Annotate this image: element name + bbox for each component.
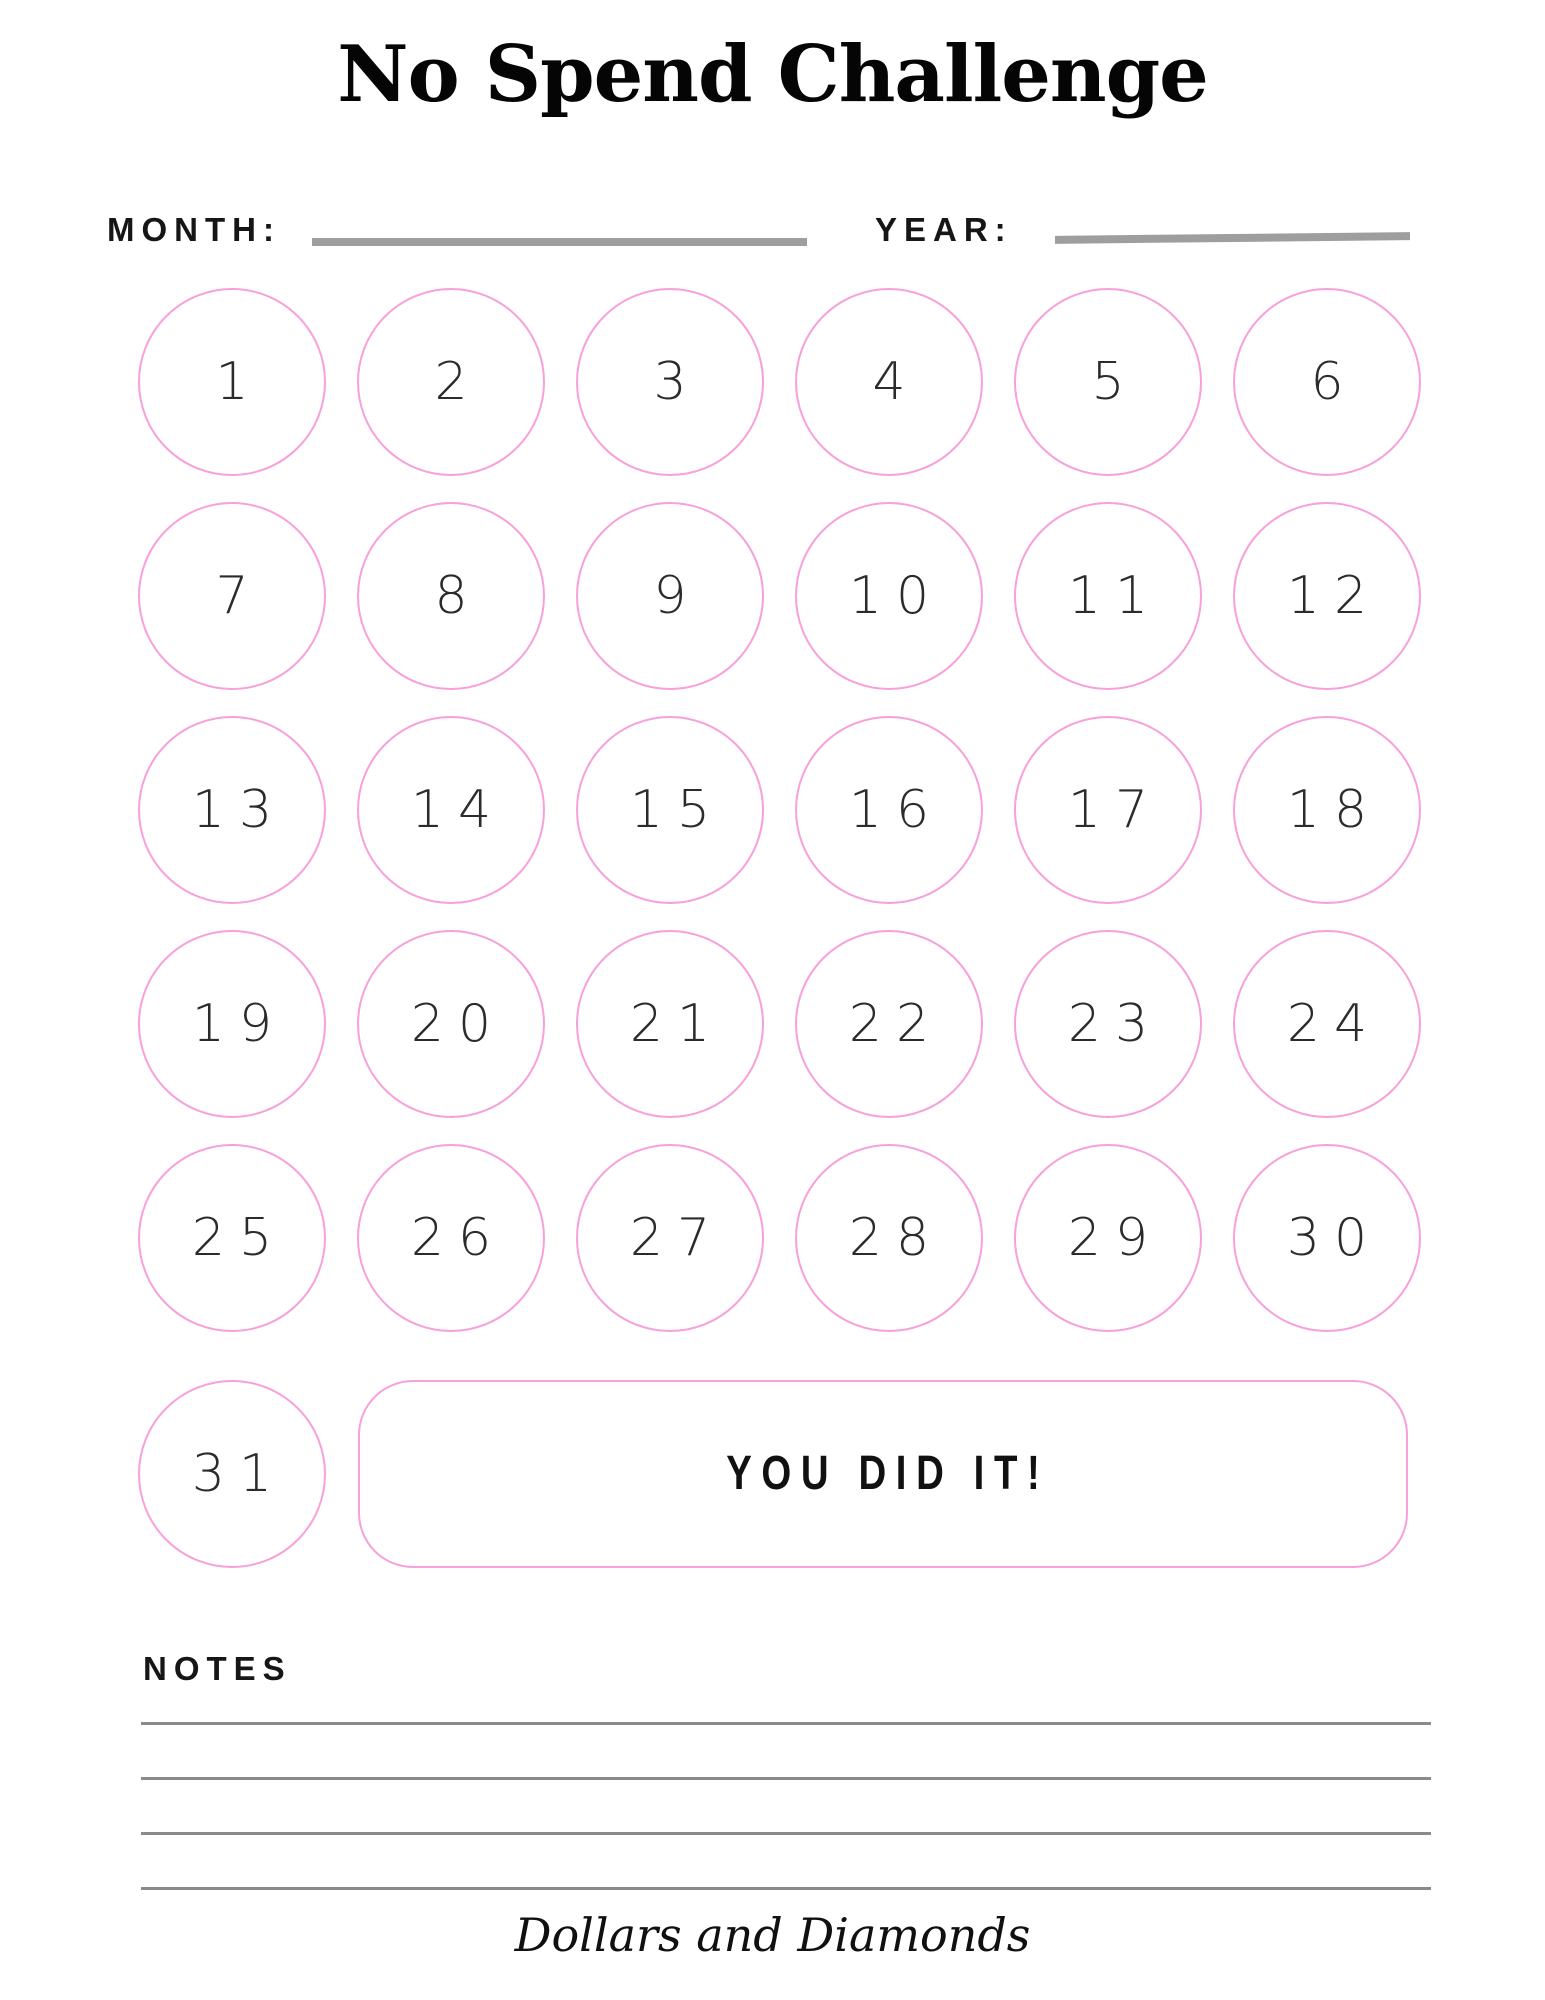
day-circle[interactable] xyxy=(138,288,326,476)
brand-footer: Dollars and Diamonds xyxy=(514,1908,1031,1962)
day-circle[interactable] xyxy=(357,1144,545,1332)
day-circle[interactable] xyxy=(357,502,545,690)
day-circle[interactable] xyxy=(795,288,983,476)
day-number: 15 xyxy=(629,780,725,840)
day-circle[interactable] xyxy=(1233,716,1421,904)
day-number: 8 xyxy=(434,566,482,626)
year-label: YEAR: xyxy=(875,211,1013,248)
day-number: 18 xyxy=(1286,780,1382,840)
notes-label: NOTES xyxy=(143,1650,292,1687)
completion-label: YOU DID IT! xyxy=(726,1447,1050,1500)
day-circle[interactable] xyxy=(576,930,764,1118)
notes-line[interactable] xyxy=(141,1722,1431,1725)
day-number: 16 xyxy=(848,780,944,840)
day-number: 13 xyxy=(191,780,287,840)
day-number: 5 xyxy=(1091,352,1139,412)
day-number: 25 xyxy=(191,1208,287,1268)
day-circle[interactable] xyxy=(138,502,326,690)
day-number: 30 xyxy=(1286,1208,1382,1268)
notes-line[interactable] xyxy=(141,1777,1431,1780)
day-number: 3 xyxy=(653,352,701,412)
day-number: 12 xyxy=(1286,566,1382,626)
day-circle[interactable] xyxy=(1014,502,1202,690)
day-circle[interactable] xyxy=(795,716,983,904)
day-number: 10 xyxy=(848,566,944,626)
day-number: 20 xyxy=(410,994,506,1054)
day-circle[interactable] xyxy=(576,716,764,904)
day-number: 19 xyxy=(191,994,287,1054)
day-circle[interactable] xyxy=(1014,930,1202,1118)
month-input-line[interactable] xyxy=(312,238,807,246)
day-circle[interactable] xyxy=(795,930,983,1118)
day-circle[interactable] xyxy=(1233,1144,1421,1332)
day-circle[interactable] xyxy=(1233,502,1421,690)
day-circle[interactable] xyxy=(795,502,983,690)
day-number: 7 xyxy=(215,566,263,626)
day-number: 6 xyxy=(1310,352,1358,412)
day-circle[interactable] xyxy=(795,1144,983,1332)
day-circle[interactable] xyxy=(357,716,545,904)
day-number: 29 xyxy=(1067,1208,1163,1268)
day-circle[interactable] xyxy=(576,502,764,690)
notes-line[interactable] xyxy=(141,1887,1431,1890)
day-circle[interactable] xyxy=(1233,930,1421,1118)
final-row xyxy=(138,1380,1408,1568)
day-number: 22 xyxy=(848,994,944,1054)
day-circle[interactable] xyxy=(138,716,326,904)
day-circle-grid xyxy=(138,288,1421,1332)
month-label: MONTH: xyxy=(107,211,281,248)
day-circle[interactable] xyxy=(357,288,545,476)
year-input-line[interactable] xyxy=(1055,232,1410,244)
day-circle[interactable] xyxy=(576,288,764,476)
day-number: 21 xyxy=(629,994,725,1054)
day-number: 14 xyxy=(410,780,506,840)
day-number: 1 xyxy=(215,352,263,412)
day-circle[interactable] xyxy=(138,1380,326,1568)
day-number: 9 xyxy=(653,566,701,626)
day-circle[interactable] xyxy=(576,1144,764,1332)
day-number: 23 xyxy=(1067,994,1163,1054)
day-number: 28 xyxy=(848,1208,944,1268)
day-number: 4 xyxy=(872,352,920,412)
day-circle[interactable] xyxy=(138,1144,326,1332)
day-circle[interactable] xyxy=(1014,1144,1202,1332)
day-circle[interactable] xyxy=(357,930,545,1118)
page-title: No Spend Challenge xyxy=(337,29,1208,120)
day-number: 17 xyxy=(1067,780,1163,840)
day-number: 26 xyxy=(410,1208,506,1268)
day-circle[interactable] xyxy=(1014,716,1202,904)
day-number: 27 xyxy=(629,1208,725,1268)
day-circle[interactable] xyxy=(138,930,326,1118)
day-number: 31 xyxy=(191,1444,287,1504)
day-circle[interactable] xyxy=(1014,288,1202,476)
day-number: 11 xyxy=(1067,566,1163,626)
day-number: 2 xyxy=(434,352,482,412)
notes-line[interactable] xyxy=(141,1832,1431,1835)
day-number: 24 xyxy=(1286,994,1382,1054)
completion-box xyxy=(358,1380,1408,1568)
day-circle[interactable] xyxy=(1233,288,1421,476)
